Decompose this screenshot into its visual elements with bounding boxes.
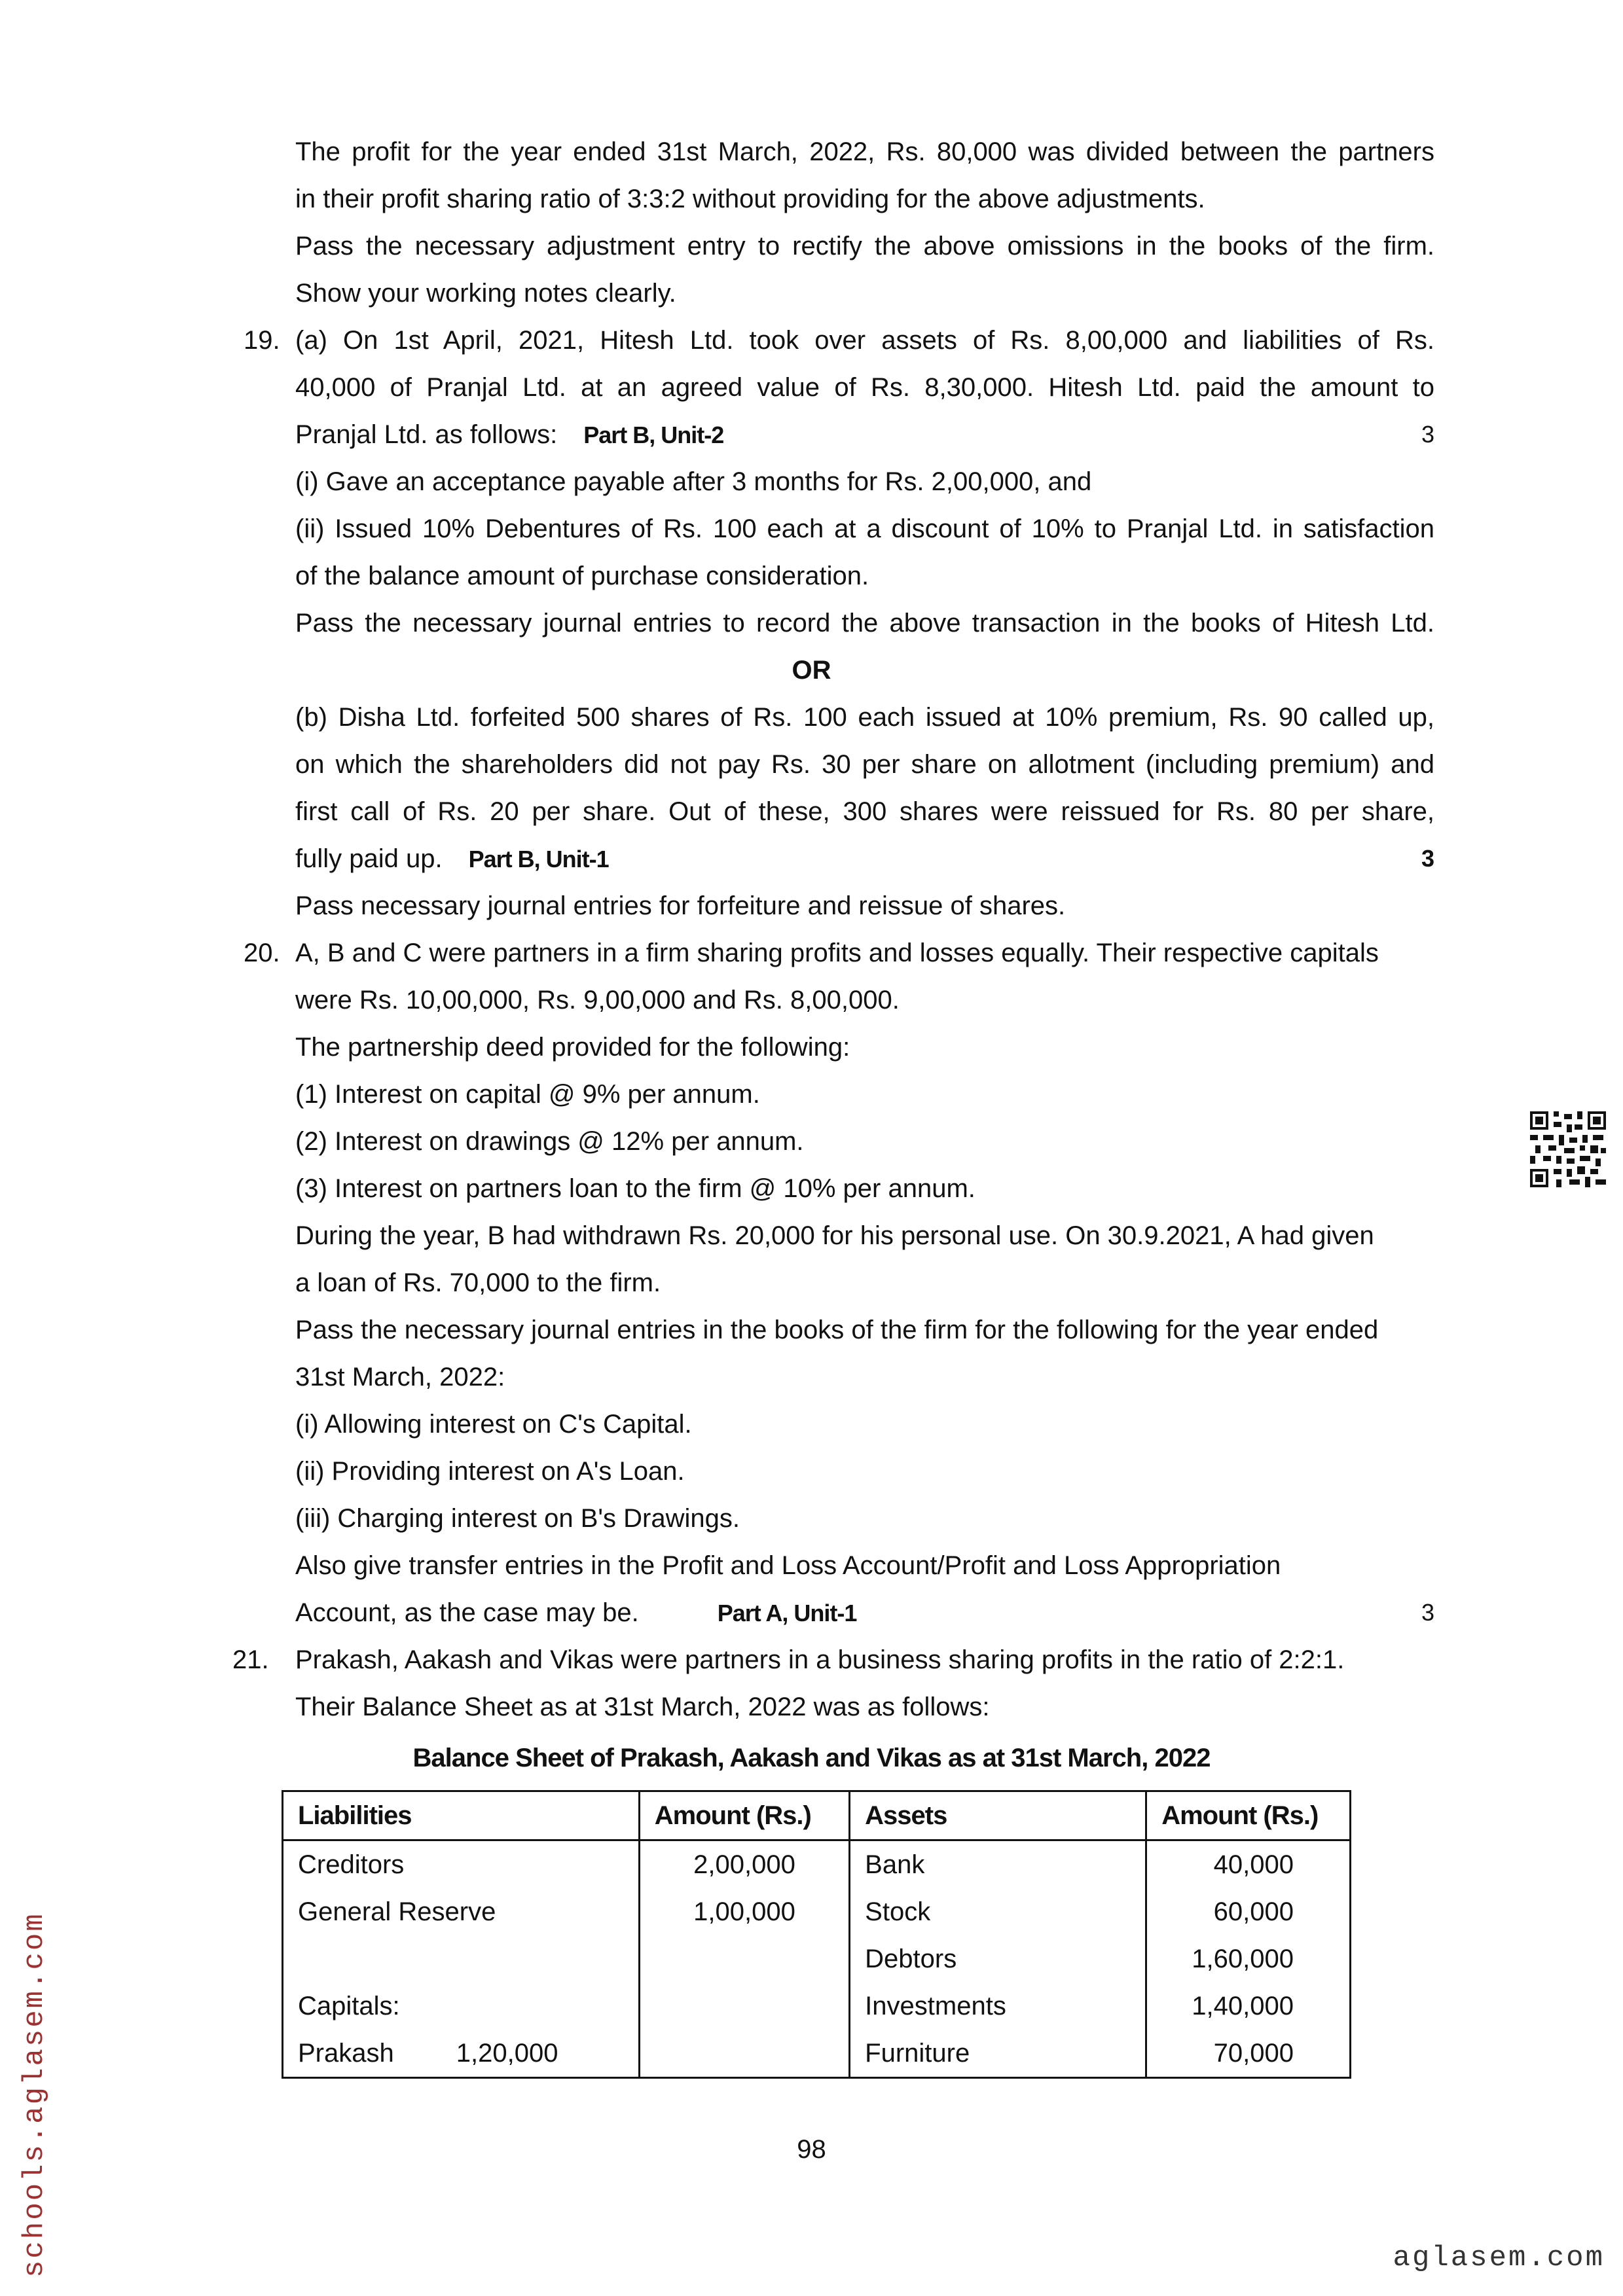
text-line: Also give transfer entries in the Profit and Loss Account/Profit and Loss Appropriation [295, 1551, 1281, 1580]
balance-sheet-table [282, 1790, 1351, 2079]
question-number: 20. [244, 939, 280, 967]
text-span: fully paid up. [295, 844, 443, 873]
text-line: Their Balance Sheet as at 31st March, 2022 was as follows: [295, 1693, 990, 1721]
side-watermark: schools.aglasem.com [18, 1912, 51, 2278]
text-line: (2) Interest on drawings @ 12% per annum. [295, 1127, 804, 1156]
text-line: The profit for the year ended 31st March, 2022, Rs. 80,000 was divided between the partners [295, 137, 1434, 166]
qr-code-icon [1530, 1111, 1606, 1187]
liability-cell [283, 2030, 640, 2078]
text-line: (a) On 1st April, 2021, Hitesh Ltd. took over assets of Rs. 8,00,000 and liabilities of Rs. [295, 326, 1434, 355]
liability-cell: General Reserve [283, 1888, 640, 1935]
text-line: (1) Interest on capital @ 9% per annum. [295, 1080, 760, 1109]
header-liabilities: Liabilities [283, 1791, 640, 1840]
text-line: (iii) Charging interest on B's Drawings. [295, 1504, 740, 1533]
header-amount: Amount (Rs.) [1146, 1791, 1351, 1840]
or-separator: OR [792, 656, 831, 685]
table-header-row [283, 1791, 1351, 1840]
marks: 3 [1421, 421, 1434, 448]
amount-cell: 2,00,000 [639, 1840, 849, 1889]
text-line: (ii) Issued 10% Debentures of Rs. 100 each at a discount of 10% to Pranjal Ltd. in satisfaction [295, 514, 1434, 543]
bottom-watermark: aglasem.com [1393, 2242, 1605, 2274]
amount-cell: 40,000 [1146, 1840, 1351, 1889]
table-row [283, 2030, 1351, 2078]
marks: 3 [1421, 845, 1434, 872]
text-line: on which the shareholders did not pay Rs. 30 per share on allotment (including premium) and [295, 750, 1434, 779]
table-row [283, 1982, 1351, 2030]
text-line: (i) Allowing interest on C's Capital. [295, 1410, 692, 1439]
text-line: Pass the necessary journal entries in the books of the firm for the following for the year ended [295, 1316, 1379, 1344]
text-line [295, 411, 1434, 459]
partner-capital: 1,20,000 [456, 2038, 558, 2068]
text-line: Pass necessary journal entries for forfeiture and reissue of shares. [295, 891, 1066, 920]
asset-cell: Stock [850, 1888, 1146, 1935]
unit-label: Part B, Unit-2 [583, 422, 724, 448]
header-amount: Amount (Rs.) [639, 1791, 849, 1840]
table-row [283, 1840, 1351, 1889]
asset-cell: Debtors [850, 1935, 1146, 1982]
unit-label: Part B, Unit-1 [468, 846, 609, 872]
question-number: 21. [232, 1645, 269, 1674]
question-number: 19. [244, 326, 280, 355]
amount-cell [639, 1982, 849, 2030]
table-title: Balance Sheet of Prakash, Aakash and Vikas as at 31st March, 2022 [412, 1744, 1211, 1772]
liability-cell [283, 1935, 640, 1982]
text-line: During the year, B had withdrawn Rs. 20,000 for his personal use. On 30.9.2021, A had given [295, 1221, 1374, 1250]
text-line: a loan of Rs. 70,000 to the firm. [295, 1268, 661, 1297]
text-line: Show your working notes clearly. [295, 279, 676, 308]
text-line: 31st March, 2022: [295, 1363, 505, 1391]
text-line: were Rs. 10,00,000, Rs. 9,00,000 and Rs. 8,00,000. [295, 986, 900, 1014]
text-line: A, B and C were partners in a firm sharing profits and losses equally. Their respective capitals [295, 939, 1379, 967]
text-line: (i) Gave an acceptance payable after 3 months for Rs. 2,00,000, and [295, 467, 1092, 496]
amount-cell: 70,000 [1146, 2030, 1351, 2078]
text-line: (3) Interest on partners loan to the firm @ 10% per annum. [295, 1174, 976, 1203]
marks: 3 [1421, 1599, 1434, 1626]
text-line [295, 835, 1434, 883]
unit-label: Part A, Unit-1 [717, 1600, 857, 1626]
amount-cell: 1,00,000 [639, 1888, 849, 1935]
text-line: (b) Disha Ltd. forfeited 500 shares of Rs. 100 each issued at 10% premium, Rs. 90 called up, [295, 703, 1434, 732]
asset-cell: Bank [850, 1840, 1146, 1889]
text-line [295, 1589, 1434, 1637]
header-assets: Assets [850, 1791, 1146, 1840]
amount-cell [639, 1935, 849, 1982]
liability-cell: Capitals: [283, 1982, 640, 2030]
text-span: Pranjal Ltd. as follows: [295, 420, 558, 449]
page-number: 98 [797, 2135, 826, 2164]
text-line: first call of Rs. 20 per share. Out of these, 300 shares were reissued for Rs. 80 per share, [295, 797, 1434, 826]
amount-cell: 1,40,000 [1146, 1982, 1351, 2030]
text-line: 40,000 of Pranjal Ltd. at an agreed value of Rs. 8,30,000. Hitesh Ltd. paid the amount to [295, 373, 1434, 402]
liability-cell: Creditors [283, 1840, 640, 1889]
amount-cell: 1,60,000 [1146, 1935, 1351, 1982]
partner-name: Prakash [298, 2038, 394, 2068]
text-line: (ii) Providing interest on A's Loan. [295, 1457, 685, 1486]
asset-cell: Furniture [850, 2030, 1146, 2078]
text-line: of the balance amount of purchase consideration. [295, 562, 869, 590]
text-line: Prakash, Aakash and Vikas were partners in a business sharing profits in the ratio of 2:2:1. [295, 1645, 1345, 1674]
amount-cell [639, 2030, 849, 2078]
text-line: Pass the necessary adjustment entry to rectify the above omissions in the books of the firm. [295, 232, 1434, 260]
text-span: Account, as the case may be. [295, 1598, 639, 1627]
text-line: in their profit sharing ratio of 3:3:2 without providing for the above adjustments. [295, 185, 1205, 213]
table-row [283, 1935, 1351, 1982]
table-row [283, 1888, 1351, 1935]
amount-cell: 60,000 [1146, 1888, 1351, 1935]
text-line: The partnership deed provided for the following: [295, 1033, 850, 1062]
asset-cell: Investments [850, 1982, 1146, 2030]
text-line: Pass the necessary journal entries to record the above transaction in the books of Hitesh Ltd. [295, 609, 1434, 637]
